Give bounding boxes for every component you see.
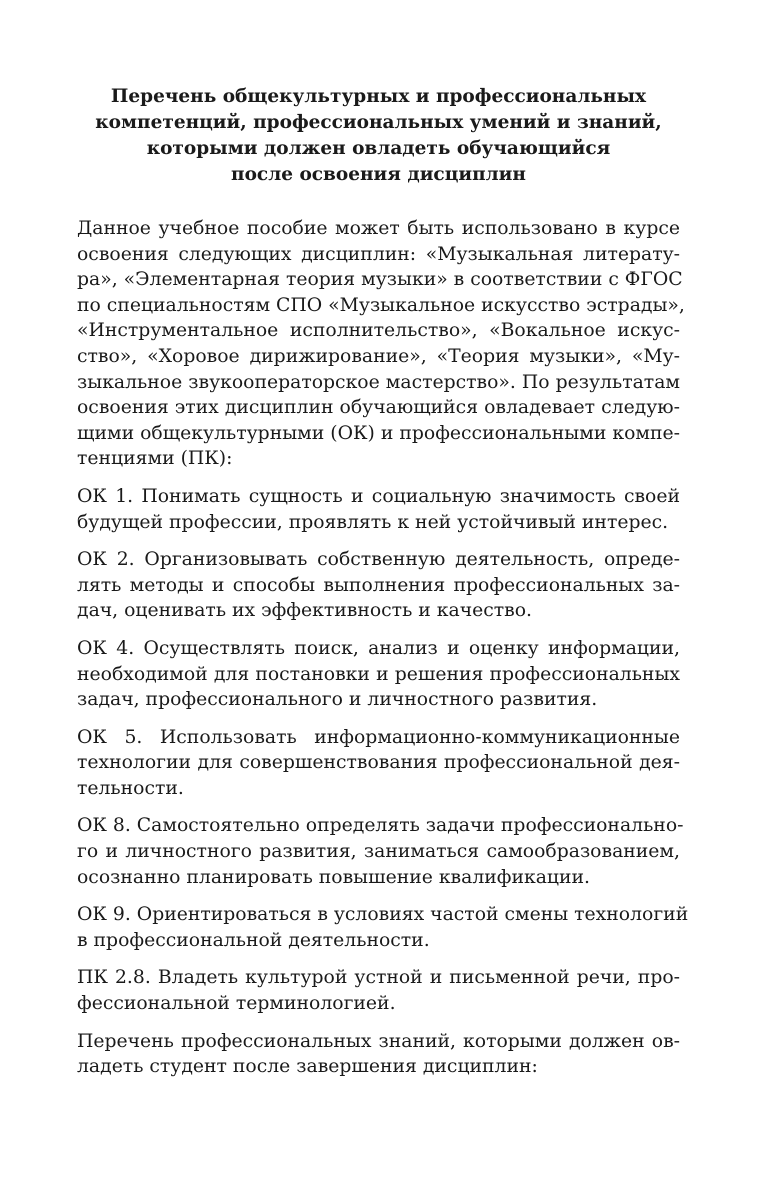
text-line: в профессиональной деятельности. — [77, 929, 430, 951]
text-line: освоения этих дисциплин обучающийся овладевает следую- — [77, 397, 680, 419]
title-line: компетенций, профессиональных умений и знаний, — [95, 112, 662, 133]
text-line: ра», «Элементарная теория музыки» в соответствии с ФГОС — [77, 269, 683, 291]
text-line: ОК 1. Понимать сущность и социальную значимость своей — [77, 485, 680, 507]
competency-ok5 — [77, 725, 680, 802]
competency-pk2-8 — [77, 965, 680, 1016]
competency-ok1 — [77, 484, 680, 535]
intro-paragraph — [77, 216, 685, 472]
text-line: дач, оценивать их эффективность и качество. — [77, 600, 532, 622]
text-line: ПК 2.8. Владеть культурой устной и письменной речи, про- — [77, 967, 680, 989]
title-line: которыми должен овладеть обучающийся — [146, 138, 611, 159]
text-line: ОК 4. Осуществлять поиск, анализ и оценку информации, — [77, 637, 680, 659]
closing-paragraph — [77, 1029, 680, 1080]
text-line: Перечень профессиональных знаний, которыми должен ов- — [77, 1030, 680, 1052]
text-line: осознанно планировать повышение квалификации. — [77, 866, 591, 888]
text-line: щими общекультурными (ОК) и профессиональными компе- — [77, 422, 680, 444]
title-line: после освоения дисциплин — [231, 164, 526, 185]
text-line: ОК 9. Ориентироваться в условиях частой смены технологий — [77, 904, 689, 926]
text-line: технологии для совершенствования профессиональной дея- — [77, 752, 680, 774]
text-line: задач, профессионального и личностного развития. — [77, 689, 598, 711]
text-line: ство», «Хоровое дирижирование», «Теория музыки», «Му- — [77, 345, 680, 367]
text-line: необходимой для постановки и решения профессиональных — [77, 663, 680, 685]
text-line: фессиональной терминологией. — [77, 993, 396, 1015]
competency-ok4 — [77, 636, 680, 713]
text-line: тельности. — [77, 777, 184, 799]
text-line: ОК 8. Самостоятельно определять задачи профессионально- — [77, 815, 684, 837]
text-line: «Инструментальное исполнительство», «Вокальное искус- — [77, 320, 680, 342]
page-title — [77, 84, 680, 188]
competency-ok8 — [77, 813, 684, 890]
text-line: будущей профессии, проявлять к ней устойчивый интерес. — [77, 511, 669, 533]
document-page — [77, 84, 689, 1092]
text-line: освоения следующих дисциплин: «Музыкальная литерату- — [77, 243, 680, 265]
competency-ok9 — [77, 902, 689, 953]
text-line: ладеть студент после завершения дисциплин: — [77, 1056, 538, 1078]
text-line: зыкальное звукооператорское мастерство». По результатам — [77, 371, 680, 393]
text-line: Данное учебное пособие может быть использовано в курсе — [77, 218, 680, 239]
text-line: ОК 5. Использовать информационно-коммуникационные — [77, 726, 680, 748]
text-line: по специальностям СПО «Музыкальное искусство эстрады», — [77, 294, 685, 316]
text-line: го и личностного развития, заниматься самообразованием, — [77, 841, 680, 863]
text-line: лять методы и способы выполнения профессиональных за- — [77, 574, 680, 596]
title-line: Перечень общекультурных и профессиональных — [110, 86, 647, 107]
competency-ok2 — [77, 547, 680, 624]
text-line: тенциями (ПК): — [77, 448, 233, 470]
text-line: ОК 2. Организовывать собственную деятельность, опреде- — [77, 549, 680, 571]
